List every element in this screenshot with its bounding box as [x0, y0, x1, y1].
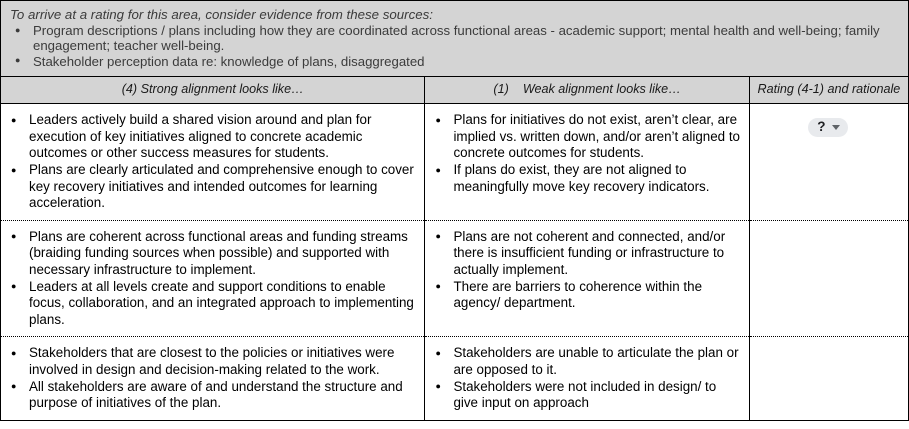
list-item: ● Plans are not coherent and connected, and/or there is insufficient funding or infrastructure to actually implement.: [429, 229, 742, 279]
list-item: ● Plans are clearly articulated and comprehensive enough to cover key recovery initiatives and intended outcomes for learning acceleration.: [5, 162, 418, 212]
column-header-row: [1, 77, 909, 104]
strong-alignment-cell: [1, 337, 425, 420]
chevron-down-icon: [832, 125, 840, 130]
strong-label-number: (4): [121, 82, 138, 97]
strong-alignment-list: [5, 112, 418, 212]
evidence-sources-row: [1, 1, 909, 77]
weak-label-text: Weak alignment looks like…: [522, 82, 681, 97]
list-item: ● Stakeholders were not included in design/ to give input on approach: [429, 379, 742, 412]
rating-value: ?: [817, 119, 826, 135]
list-item: ● There are barriers to coherence within the agency/ department.: [429, 279, 742, 312]
weak-alignment-list: [429, 112, 742, 195]
list-item: ● Plans are coherent across functional areas and funding streams (braiding funding sources when possible) and supported with necessary infrastructure to implement.: [5, 229, 418, 279]
strong-alignment-list: [5, 345, 418, 411]
evidence-sources-list: [9, 23, 900, 69]
weak-alignment-cell: [425, 337, 749, 420]
strong-alignment-cell: [1, 220, 425, 337]
column-header-rating: Rating (4-1) and rationale: [749, 77, 908, 104]
list-item: ● Stakeholders are unable to articulate the plan or are opposed to it.: [429, 345, 742, 378]
strong-alignment-cell: [1, 104, 425, 221]
evidence-intro-text: To arrive at a rating for this area, consider evidence from these sources:: [10, 7, 434, 22]
rating-cell: [749, 104, 908, 221]
rubric-row: [1, 104, 909, 221]
evidence-item: ● Program descriptions / plans including how they are coordinated across functional areas - academic support; mental health and well-being; family engagement; teacher well-being.: [9, 23, 900, 54]
column-header-strong: [1, 77, 425, 104]
list-item: ● Leaders actively build a shared vision around and plan for execution of key initiatives aligned to concrete academic outcomes or other success measures for students.: [5, 112, 418, 162]
rating-cell: [749, 337, 908, 420]
weak-alignment-list: [429, 229, 742, 312]
strong-alignment-list: [5, 229, 418, 329]
weak-alignment-cell: [425, 104, 749, 221]
rating-dropdown-chip[interactable]: [808, 118, 847, 137]
list-item: ● All stakeholders are aware of and understand the structure and purpose of initiatives of the plan.: [5, 379, 418, 412]
rating-cell-inner: [754, 112, 902, 137]
list-item: ● Leaders at all levels create and support conditions to enable focus, collaboration, and an integrated approach to implementing plans.: [5, 279, 418, 329]
list-item: ● If plans do exist, they are not aligned to meaningfully move key recovery indicators.: [429, 162, 742, 195]
weak-alignment-cell: [425, 220, 749, 337]
evidence-item: ● Stakeholder perception data re: knowledge of plans, disaggregated: [9, 54, 900, 69]
rubric-row: [1, 337, 909, 420]
rating-cell: [749, 220, 908, 337]
weak-alignment-list: [429, 345, 742, 411]
list-item: ● Stakeholders that are closest to the policies or initiatives were involved in design and decision-making related to the work.: [5, 345, 418, 378]
column-header-weak: [425, 77, 749, 104]
list-item: ● Plans for initiatives do not exist, aren’t clear, are implied vs. written down, and/or aren’t aligned to concrete outcomes for students.: [429, 112, 742, 162]
strong-label-text: Strong alignment looks like…: [140, 82, 304, 97]
weak-label-number: (1): [493, 82, 509, 97]
evidence-sources-cell: [1, 1, 909, 77]
rubric-row: [1, 220, 909, 337]
